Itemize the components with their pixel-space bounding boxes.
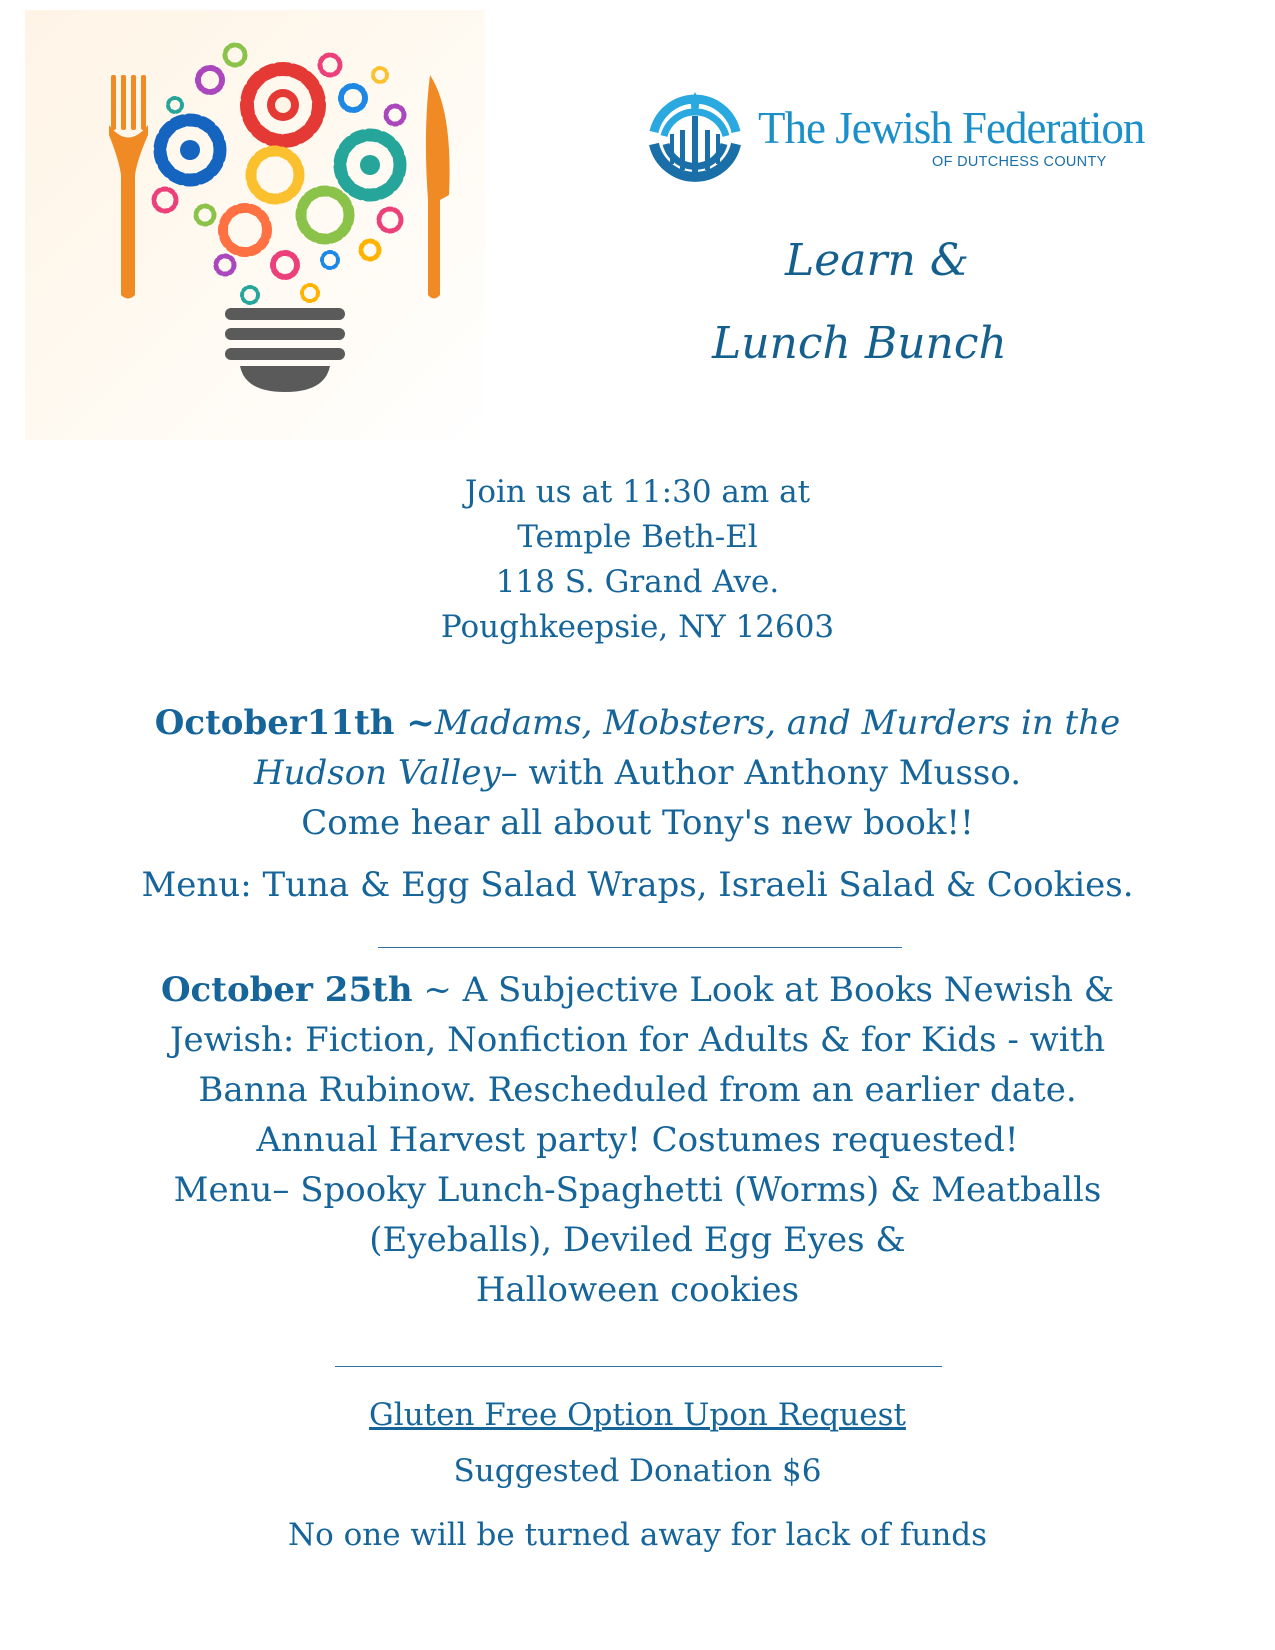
event1-title-a: Madams, Mobsters, and Murders in the [434,703,1121,743]
gears-bulb-graphic [25,10,485,440]
title-line-1: Learn & [785,235,970,286]
info-time: Join us at 11:30 am at [464,474,811,510]
event1-speaker: – with Author Anthony Musso. [500,753,1022,793]
info-city: Poughkeepsie, NY 12603 [440,609,835,645]
info-venue: Temple Beth-El [517,519,758,555]
event1-date: October11th ~ [154,703,435,743]
event2-line-3: Banna Rubinow. Rescheduled from an earlier date. [198,1070,1077,1110]
event2-title-start: ~ A Subjective Look at Books Newish & [412,970,1115,1010]
fork-icon [109,75,148,299]
event2-line-1 [60,965,1215,1015]
event1-menu: Menu: Tuna & Egg Salad Wraps, Israeli Salad & Cookies. [141,865,1134,905]
event2-date: October 25th [160,970,413,1010]
event2-line-7: Halloween cookies [475,1270,800,1310]
divider-1 [378,947,902,948]
gear-cluster [154,45,404,303]
knife-icon [426,75,450,299]
event-october-11 [60,698,1215,910]
event1-line-1 [60,698,1215,748]
logo-subtitle-text: OF DUTCHESS COUNTY [932,154,1107,170]
event2-line-2: Jewish: Fiction, Nonfiction for Adults & for Kids - with [169,1020,1106,1060]
lightbulb-gears-illustration [25,10,485,440]
location-info [60,470,1215,650]
divider-2 [335,1366,942,1367]
event2-line-5: Menu– Spooky Lunch-Spaghetti (Worms) & Meatballs [173,1170,1102,1210]
event1-title-b: Hudson Valley [253,753,501,793]
bulb-base-icon [225,308,345,392]
gluten-free-note: Gluten Free Option Upon Request [369,1397,906,1433]
event2-line-6: (Eyeballs), Deviled Egg Eyes & [369,1220,906,1260]
donation-note: Suggested Donation $6 [453,1453,822,1489]
title-line-2: Lunch Bunch [712,318,1007,369]
event1-line-2 [60,748,1215,798]
event1-blurb: Come hear all about Tony's new book!! [301,803,974,843]
info-street: 118 S. Grand Ave. [495,564,780,600]
event2-line-4: Annual Harvest party! Costumes requested! [256,1120,1019,1160]
footer-info [60,1395,1215,1555]
event-october-25 [60,965,1215,1315]
federation-logo [640,72,1145,222]
menorah-logo-icon [640,72,750,212]
logo-name-text: The Jewish Federation [758,103,1145,153]
funds-note: No one will be turned away for lack of funds [287,1517,988,1553]
